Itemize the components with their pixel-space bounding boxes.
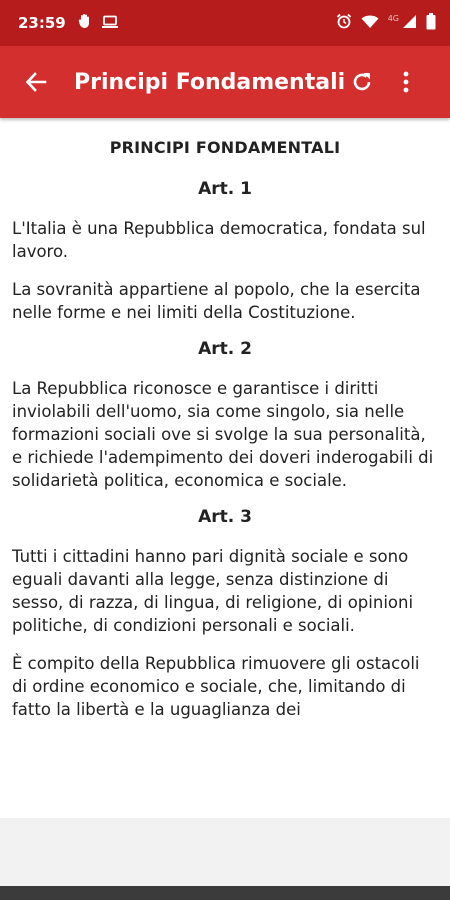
- status-bar: [0, 0, 450, 46]
- bottom-panel: [0, 818, 450, 886]
- article-1: [12, 179, 438, 324]
- article-title: Art. 3: [198, 507, 252, 527]
- wifi-icon: [361, 14, 379, 33]
- document-heading: PRINCIPI FONDAMENTALI: [109, 138, 341, 157]
- network-type: 4G: [387, 13, 399, 23]
- article-2: [12, 339, 438, 492]
- article-paragraph: L'Italia è una Repubblica democratica, fondata sul lavoro.: [12, 219, 426, 261]
- refresh-icon[interactable]: [344, 64, 380, 100]
- article-paragraph: Tutti i cittadini hanno pari dignità sociale e sono eguali davanti alla legge, senza distinzione di sesso, di razza, di lingua, di religione, di opinioni politiche, di condizioni personali e sociali.: [12, 547, 414, 635]
- app-bar: [0, 46, 450, 118]
- battery-icon: [426, 13, 436, 34]
- article-paragraph: È compito della Repubblica rimuovere gli ostacoli di ordine economico e sociale, che, limitando di fatto la libertà e la uguaglianza dei: [12, 654, 420, 719]
- alarm-icon: [336, 13, 352, 33]
- article-paragraph: La sovranità appartiene al popolo, che la esercita nelle forme e nei limiti della Costituzione.: [12, 280, 421, 322]
- signal-icon: [402, 14, 417, 33]
- article-3: [12, 507, 438, 721]
- more-vert-icon[interactable]: [394, 64, 418, 100]
- document-content[interactable]: [0, 118, 450, 818]
- back-arrow-icon[interactable]: [18, 64, 54, 100]
- system-navigation-bar: [0, 886, 450, 900]
- article-title: Art. 1: [198, 179, 252, 199]
- article-title: Art. 2: [198, 339, 252, 359]
- article-paragraph: La Repubblica riconosce e garantisce i diritti inviolabili dell'uomo, sia come singolo, sia nelle formazioni sociali ove si svolge la sua personalità, e richiede l'adempimento dei doveri inderogabili di solidarietà politica, economica e sociale.: [12, 379, 434, 490]
- status-time: 23:59: [18, 14, 66, 32]
- page-title: Principi Fondamentali: [74, 69, 346, 95]
- laptop-icon: [101, 14, 119, 33]
- hand-icon: [78, 13, 92, 33]
